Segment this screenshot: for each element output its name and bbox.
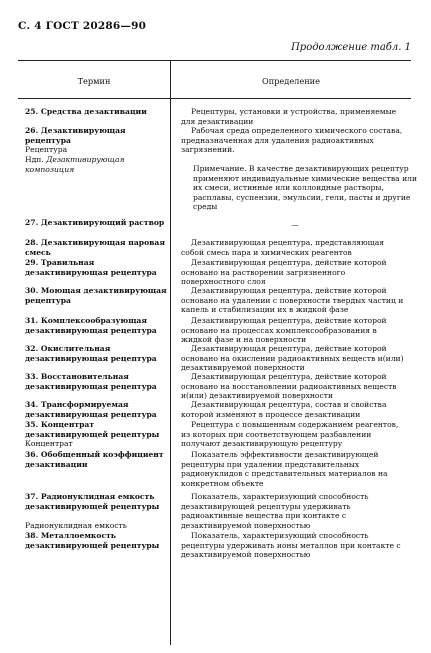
term-35-synonym: Концентрат [25, 439, 73, 448]
definition-29: Дезактивирующая рецептура, действие которой основано на растворении загрязненного поверхностного слоя [181, 258, 387, 287]
term-29: 29. Травильная дезактивирующая рецептура [25, 258, 157, 277]
table-top-border [18, 60, 411, 61]
term-26-deprecated [25, 155, 167, 174]
definition-38: Показатель, характеризующий способность рецептуры удерживать ионы металлов при контакте с дезактивируемой поверхностью [181, 531, 401, 560]
definition-column-header: Определение [262, 76, 320, 86]
definition-25: Рецептуры, установки и устройства, применяемые для дезактивации [181, 107, 397, 126]
term-26: 26. Дезактивирующая рецептура [25, 126, 126, 145]
deprecated-mark: Ндп. [25, 155, 44, 164]
definition-34: Дезактивирующая рецептура, состав и свойства которой изменяют в процессе дезактивации [181, 400, 387, 419]
table-continuation-label: Продолжение табл. 1 [291, 42, 411, 53]
terms-table [18, 60, 418, 645]
definition-26-note: Примечание. В качестве дезактивирующих рецептур применяют индивидуальные химические вещества или их смеси, истинные или коллоидные растворы, расплавы, суспензии, эмульсии, гели, пасты и другие среды [193, 164, 418, 212]
term-31: 31. Комплексообразующая дезактивирующая рецептура [25, 316, 157, 335]
definition-32: Дезактивирующая рецептура, действие которой основано на окислении радиоактивных веществ и(или) дезактивируемой поверхности [181, 344, 404, 373]
term-38: 38. Металлоемкость дезактивирующей рецептуры [25, 531, 160, 550]
page-header: С. 4 ГОСТ 20286—90 [18, 20, 147, 32]
term-30: 30. Моющая дезактивирующая рецептура [25, 286, 167, 305]
definition-33: Дезактивирующая рецептура, действие которой основано на восстановлении радиоактивных веществ и(или) дезактивируемой поверхности [181, 372, 397, 401]
term-32: 32. Окислительная дезактивирующая рецептура [25, 344, 157, 363]
term-25: 25. Средства дезактивации [25, 107, 147, 116]
table-header-border [18, 98, 411, 99]
definition-30: Дезактивирующая рецептура, действие которой основано на удалении с поверхности твердых частиц и капель и стабилизации их в жидкой фазе [181, 286, 404, 315]
definition-26: Рабочая среда определенного химического состава, предназначенная для удаления радиоактивных загрязнений. [181, 126, 403, 155]
deprecated-term: Дезактивирующая композиция [25, 155, 125, 174]
term-27: 27. Дезактивирующий раствор [25, 218, 165, 227]
definition-31: Дезактивирующая рецептура, действие которой основано на процессах комплексообразования в жидкой фазе и на поверхности [181, 316, 387, 345]
definition-37: Показатель, характеризующий способность дезактивирующей рецептуры удерживать радиоактивные вещества при контакте с дезактивируемой поверхностью [181, 492, 369, 530]
term-35: 35. Концентрат дезактивирующей рецептуры [25, 420, 160, 439]
term-36: 36. Обобщенный коэффициент дезактивации [25, 450, 164, 469]
term-37-synonym: Радионуклидная емкость [25, 521, 127, 530]
term-34: 34. Трансформируемая дезактивирующая рецептура [25, 400, 157, 419]
definition-28: Дезактивирующая рецептура, представляющая собой смесь пара и химических реагентов [181, 238, 385, 257]
definition-36: Показатель эффективности дезактивирующей рецептуры при удалении представительных радионуклидов с представительных материалов на конкретном объекте [181, 450, 388, 488]
definition-27: — [291, 220, 299, 229]
term-28: 28. Дезактивирующая паровая смесь [25, 238, 165, 257]
definition-35: Рецептура с повышенным содержанием реагентов, из которых при соответствующем разбавлении получают дезактивирующую рецептуру [181, 420, 399, 449]
term-33: 33. Восстановительная дезактивирующая рецептура [25, 372, 157, 391]
term-37: 37. Радионуклидная емкость дезактивирующей рецептуры [25, 492, 160, 511]
term-column-header: Термин [77, 76, 111, 86]
column-divider [170, 60, 171, 645]
term-26-synonym: Рецептура [25, 145, 68, 154]
